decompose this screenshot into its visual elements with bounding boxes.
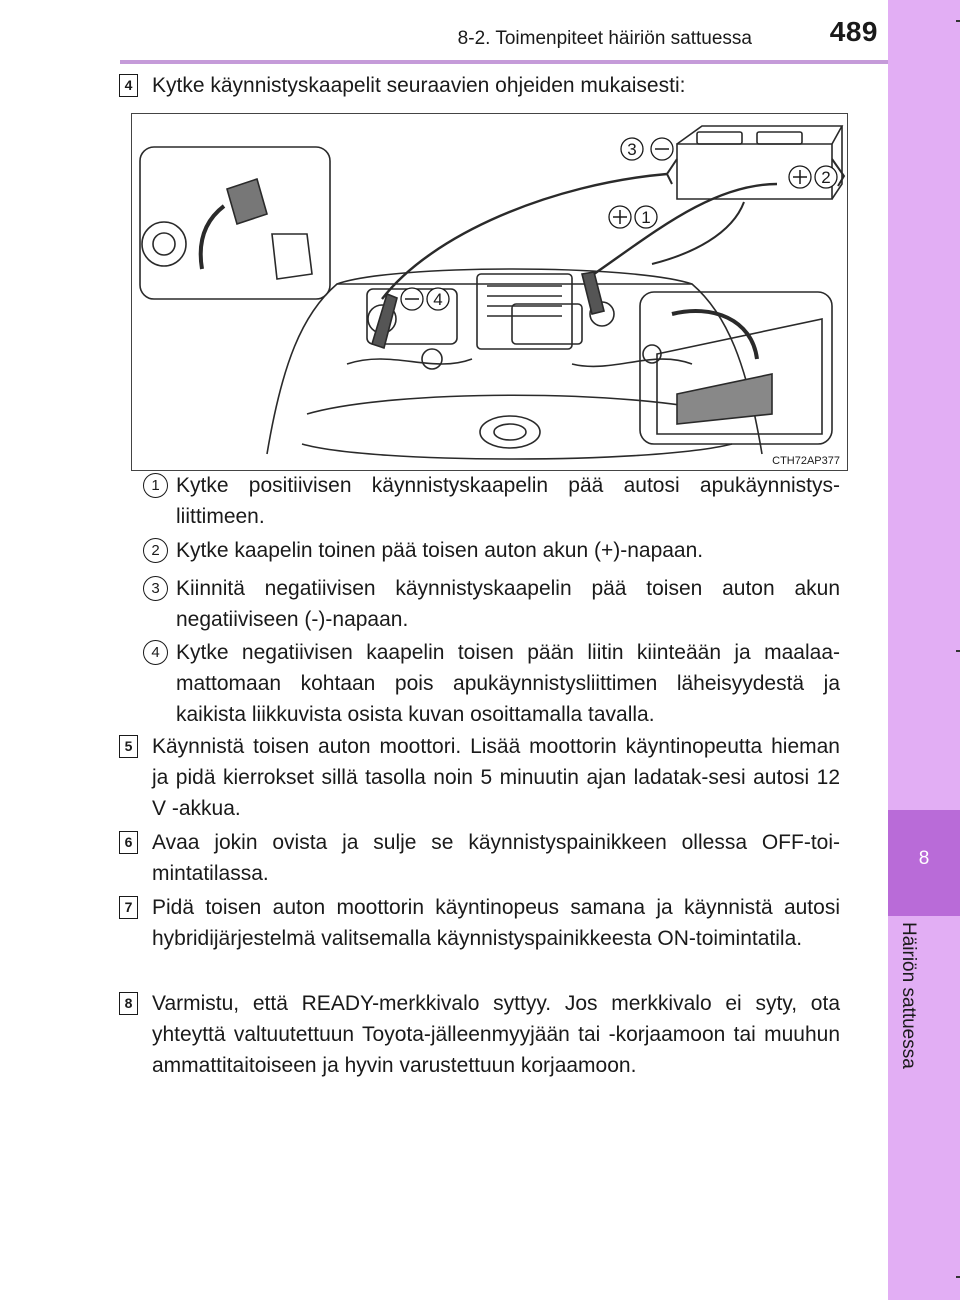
figure-code: CTH72AP377: [772, 455, 840, 467]
positive-clamp: [582, 272, 604, 314]
inset-jump-terminal: [640, 292, 832, 444]
step-number-box: 4: [119, 74, 138, 97]
edge-tick: [956, 650, 960, 652]
step-text: Varmistu, että READY-merkkivalo syttyy. Jos merkkivalo ei syty, ota yhteyttä valtuutettuun Toyota-jälleenmyyjään tai -korjaamoon tai muuhun ammattitaitoiseen ja hyvin varustettuun korjaamoon.: [152, 992, 840, 1077]
step-number-box: 6: [119, 831, 138, 854]
header-rule: [120, 60, 888, 64]
substep-number-1: 1: [143, 473, 168, 498]
emblem-inner: [494, 424, 526, 440]
ground-bracket: [227, 179, 267, 224]
chapter-title: Häiriön sattuessa: [898, 922, 919, 1069]
substep-number-3: 3: [143, 576, 168, 601]
inset-arrow: [201, 206, 224, 269]
hood-edge: [337, 269, 692, 284]
section-title: 8-2. Toimenpiteet häiriön sattuessa: [457, 28, 752, 49]
callout-4: 4: [433, 290, 443, 309]
edge-tick: [956, 1276, 960, 1278]
battery-top: [677, 126, 842, 144]
substep-text-4: Kytke negatiivisen kaapelin toisen pään liitin kiinteään ja maalaa-mattomaan kohtaan pois apukäynnistysliittimen läheisyydestä ja kaikista liikkuvista osista kuvan osoittamalla tavalla.: [176, 641, 840, 726]
callout-2: 2: [821, 168, 831, 187]
bumper-line: [307, 395, 727, 414]
step-number-box: 7: [119, 896, 138, 919]
positive-cable: [594, 184, 777, 274]
substep-number-4: 4: [143, 640, 168, 665]
substep-number-2: 2: [143, 538, 168, 563]
negative-clamp: [372, 294, 397, 348]
callout-1: 1: [641, 208, 651, 227]
substep-text-1: Kytke positiivisen käynnistyskaapelin pää autosi apukäynnistys-liittimeen.: [176, 474, 840, 528]
step-number-box: 8: [119, 992, 138, 1015]
substep-text-3: Kiinnitä negatiivisen käynnistyskaapelin pää toisen auton akun negatiiviseen (-)-napaan.: [176, 577, 840, 631]
step-text: Pidä toisen auton moottorin käyntinopeus samana ja käynnistä autosi hybridijärjestelmä valitsemalla käynnistyspainikkeesta ON-toimintatila.: [152, 896, 840, 950]
step-number-box: 5: [119, 735, 138, 758]
chapter-side-tab: [888, 0, 960, 1300]
substep-text-2: Kytke kaapelin toinen pää toisen auton akun (+)-napaan.: [176, 539, 704, 562]
edge-tick: [956, 20, 960, 22]
jump-terminal-cover: [677, 374, 772, 424]
step-text: Käynnistä toisen auton moottori. Lisää moottorin käyntinopeutta hieman ja pidä kierrokset sillä tasolla noin 5 minuutin ajan ladatak-sesi autosi 12 V -akkua.: [152, 735, 840, 820]
emblem: [480, 416, 540, 448]
negative-cable: [382, 174, 667, 299]
jump-start-diagram: [132, 114, 847, 470]
chapter-number: 8: [918, 848, 930, 869]
callout-3: 3: [627, 140, 637, 159]
jump-start-illustration: [131, 113, 848, 471]
step-text: Kytke käynnistyskaapelit seuraavien ohjeiden mukaisesti:: [152, 74, 686, 97]
page-number: 489: [829, 16, 878, 47]
step-text: Avaa jokin ovista ja sulje se käynnistyspainikkeen ollessa OFF-toi-mintatilassa.: [152, 831, 840, 885]
